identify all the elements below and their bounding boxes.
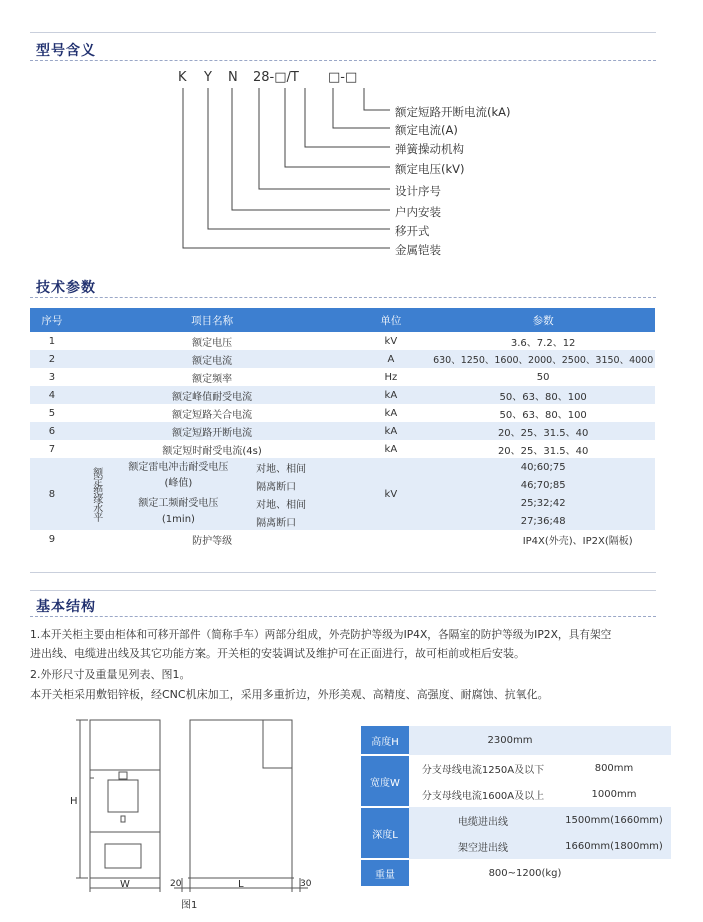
row-no: 6	[30, 422, 74, 440]
row-value: 50、63、80、100	[431, 386, 655, 404]
width-desc: 分支母线电流1250A及以下	[421, 764, 545, 776]
code-n: N	[228, 70, 238, 85]
row-no: 1	[48, 335, 56, 347]
weight-value: 800~1200(kg)	[488, 867, 562, 879]
table-row	[30, 332, 655, 350]
dim-right-gap: 30	[300, 879, 312, 889]
meaning-rated-current: 额定电流(A)	[395, 123, 458, 137]
row-value: IP4X(外壳)、IP2X(隔板)	[522, 535, 633, 547]
table-row-insulation	[30, 458, 655, 476]
row-value: 630、1250、1600、2000、2500、3150、4000	[431, 350, 655, 368]
figure-caption: 图1	[181, 900, 198, 911]
table-row	[30, 404, 655, 422]
section-rule	[30, 616, 656, 617]
width-value: 800mm	[594, 762, 634, 774]
dimension-table	[361, 726, 671, 888]
structure-para-1a: 1.本开关柜主要由柜体和可移开部件（简称手车）两部分组成，外壳防护等级为IP4X，各隔室的防护等级为IP2X，具有架空	[30, 628, 612, 641]
row-value: 50、63、80、100	[499, 409, 587, 421]
row-name: 额定短路开断电流	[74, 422, 351, 440]
row-name: 防护等级	[192, 535, 233, 547]
section-rule	[30, 297, 656, 298]
row-no: 5	[48, 407, 56, 419]
row-value: 20、25、31.5、40	[497, 445, 589, 457]
structure-para-3: 本开关柜采用敷铝锌板，经CNC机床加工，采用多重折边，外形美观、高精度、高强度、耐腐蚀、抗氧化。	[30, 688, 549, 701]
dim-l-label: L	[238, 879, 244, 890]
depth-desc: 架空进出线	[409, 833, 557, 859]
freq-label: 额定工频耐受电压(1min)	[119, 494, 238, 530]
row-no: 7	[48, 443, 56, 455]
row-value: 50	[536, 371, 550, 383]
meaning-spring-mechanism: 弹簧操动机构	[395, 142, 464, 156]
code-y: Y	[204, 70, 212, 85]
table-row	[30, 530, 655, 548]
row-unit: kA	[350, 422, 431, 440]
table-row	[361, 755, 671, 781]
table-row	[30, 440, 655, 458]
insulation-group-label: 额定绝缘水平	[74, 458, 119, 530]
row-no: 3	[48, 371, 56, 383]
width-desc: 分支母线电流1600A及以上	[421, 790, 545, 802]
row-value: 3.6、7.2、12	[510, 337, 576, 349]
row-no: 9	[48, 533, 56, 545]
row-unit: A	[350, 350, 431, 368]
weight-label: 重量	[361, 859, 409, 887]
spec-table	[30, 308, 655, 548]
ground-label: 对地、相间	[238, 494, 350, 512]
row-no: 2	[30, 350, 74, 368]
meaning-indoor: 户内安装	[395, 205, 441, 219]
table-row	[30, 386, 655, 404]
row-unit: kA	[350, 386, 431, 404]
dim-w-label: W	[120, 879, 130, 890]
row-no: 8	[30, 458, 74, 530]
model-leader-lines	[0, 0, 703, 270]
section-rule	[30, 590, 656, 591]
header-name: 项目名称	[74, 308, 351, 332]
depth-value: 1500mm(1660mm)	[557, 807, 671, 833]
code-k: K	[178, 70, 187, 85]
row-unit: kV	[384, 335, 398, 347]
impulse-label: 额定雷电冲击耐受电压(峰值)	[119, 458, 238, 494]
table-row	[361, 859, 671, 887]
section-title-structure: 基本结构	[36, 599, 96, 615]
depth-desc: 电缆进出线	[409, 807, 557, 833]
ground-label: 对地、相间	[238, 458, 350, 476]
row-unit: kV	[350, 458, 431, 530]
row-unit: Hz	[384, 371, 398, 383]
row-value: 25;32;42	[431, 494, 655, 512]
row-unit: kA	[384, 407, 398, 419]
meaning-design-number: 设计序号	[395, 184, 441, 198]
row-value: 20、25、31.5、40	[431, 422, 655, 440]
width-label: 宽度W	[361, 755, 409, 807]
table-row-insulation	[30, 494, 655, 512]
dim-h-label: H	[70, 796, 78, 807]
code-design: 28-□/T	[253, 70, 299, 85]
row-value: 40;60;75	[431, 458, 655, 476]
height-label: 高度H	[361, 726, 409, 755]
section-title-model: 型号含义	[36, 43, 96, 59]
header-unit: 单位	[350, 308, 431, 332]
row-name: 额定电流	[74, 350, 351, 368]
table-row	[361, 726, 671, 755]
header-no: 序号	[30, 308, 74, 332]
row-unit: kA	[384, 443, 398, 455]
row-value: 46;70;85	[431, 476, 655, 494]
depth-value: 1660mm(1800mm)	[557, 833, 671, 859]
dim-left-gap: 20	[170, 879, 182, 889]
row-name: 额定频率	[192, 373, 233, 385]
meaning-metal-clad: 金属铠装	[395, 243, 441, 257]
row-name: 额定电压	[192, 337, 233, 349]
table-row	[30, 350, 655, 368]
cabinet-drawing	[70, 712, 330, 907]
row-name: 额定短时耐受电流(4s)	[162, 445, 262, 457]
row-no: 4	[30, 386, 74, 404]
structure-para-2: 2.外形尺寸及重量见列表、图1。	[30, 668, 191, 681]
header-value: 参数	[431, 308, 655, 332]
row-name: 额定峰值耐受电流	[74, 386, 351, 404]
meaning-withdrawable: 移开式	[395, 224, 430, 238]
meaning-rated-voltage: 额定电压(kV)	[395, 162, 465, 176]
table-bottom-rule	[30, 572, 656, 573]
isolating-label: 隔离断口	[238, 476, 350, 494]
table-row	[30, 422, 655, 440]
isolating-label: 隔离断口	[238, 512, 350, 530]
row-name: 额定短路关合电流	[172, 409, 253, 421]
structure-para-1b: 进出线、电缆进出线及其它功能方案。开关柜的安装调试及维护可在正面进行，故可柜前或柜后安装。	[30, 647, 525, 660]
height-value: 2300mm	[409, 726, 671, 755]
section-title-specs: 技术参数	[36, 280, 96, 296]
width-value: 1000mm	[591, 788, 637, 800]
meaning-breaking-current: 额定短路开断电流(kA)	[395, 105, 511, 119]
code-current: □-□	[328, 70, 358, 85]
table-row	[30, 368, 655, 386]
depth-label: 深度L	[361, 807, 409, 859]
table-row	[361, 807, 671, 833]
row-value: 27;36;48	[431, 512, 655, 530]
